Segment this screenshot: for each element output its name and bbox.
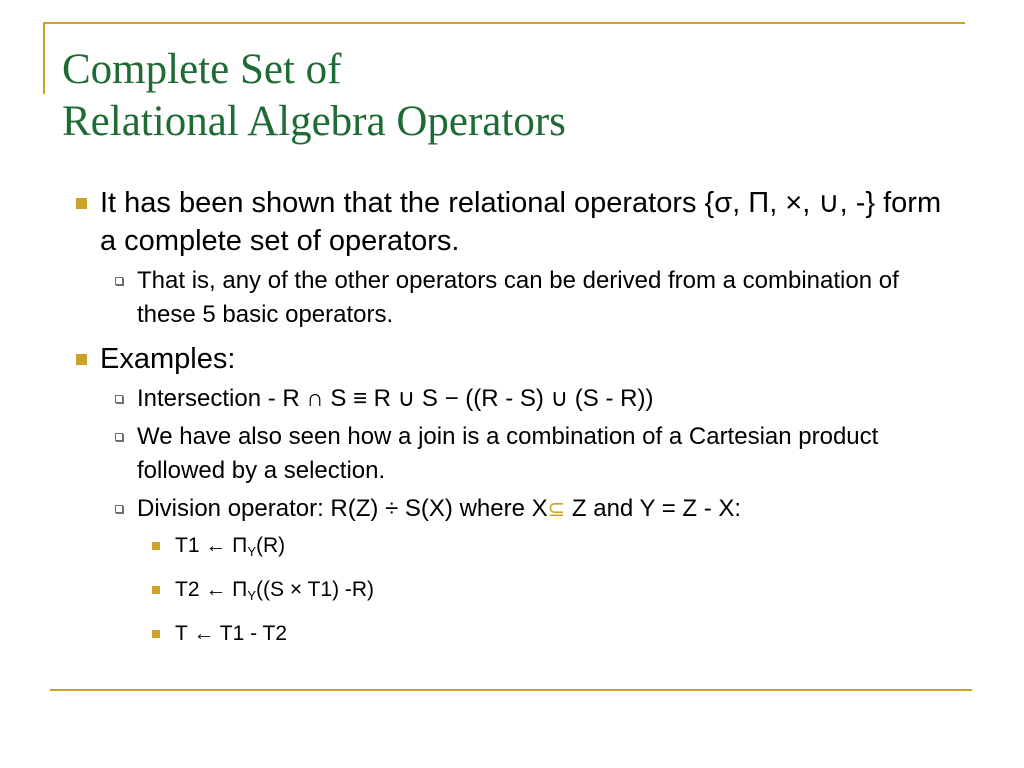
title-line-1: Complete Set of — [62, 46, 342, 93]
hollow-square-bullet-icon — [100, 420, 137, 454]
title-line-2: Relational Algebra Operators — [62, 98, 566, 145]
sub-bullet-intersection — [100, 382, 942, 416]
sub-bullet-text — [137, 492, 942, 527]
sub-bullet-text: We have also seen how a join is a combination of a Cartesian product followed by a selection. — [137, 423, 879, 484]
bullet-examples — [62, 340, 942, 378]
step-text — [175, 615, 942, 659]
step-text — [175, 571, 942, 615]
sub-bullet-text: Intersection - R ∩ S ≡ R ∪ S − ((R - S) ∪ (S - R)) — [137, 385, 654, 412]
hollow-square-bullet-icon — [100, 492, 137, 526]
hollow-square-bullet-icon — [100, 264, 137, 298]
step-suffix: (R) — [256, 534, 286, 557]
division-step — [137, 571, 942, 615]
square-bullet-icon — [62, 340, 100, 378]
left-rule — [43, 22, 45, 94]
sub-bullet-join — [100, 420, 942, 488]
hollow-square-bullet-icon — [100, 382, 137, 416]
division-prefix: Division operator: R(Z) ÷ S(X) where X — [137, 495, 548, 522]
bullet-text: It has been shown that the relational operators {σ, Π, ×, ∪, -} form a complete set of operators. — [100, 187, 942, 257]
sub-bullet-text: That is, any of the other operators can be derived from a combination of these 5 basic operators. — [137, 267, 899, 328]
slide-body — [62, 184, 942, 659]
division-suffix: Z and Y = Z - X: — [565, 495, 742, 522]
square-bullet-icon — [62, 184, 100, 222]
step-prefix: T2 ← Π — [175, 578, 248, 601]
division-step — [137, 615, 942, 659]
bottom-rule — [50, 689, 972, 691]
subset-symbol: ⊆ — [547, 498, 566, 521]
sub-bullet-derivation — [100, 264, 942, 332]
sub-bullet-division — [100, 492, 942, 527]
bullet-text: Examples: — [100, 343, 236, 375]
small-square-bullet-icon — [137, 571, 175, 609]
slide-title — [62, 44, 962, 148]
bullet-completeness — [62, 184, 942, 260]
step-prefix: T1 ← Π — [175, 534, 248, 557]
step-suffix: ((S × T1) -R) — [256, 578, 375, 601]
step-subscript: Y — [247, 588, 257, 603]
small-square-bullet-icon — [137, 615, 175, 653]
top-rule — [43, 22, 965, 24]
step-prefix: T ← T1 - T2 — [175, 622, 288, 645]
division-step — [137, 527, 942, 571]
step-text — [175, 527, 942, 571]
small-square-bullet-icon — [137, 527, 175, 565]
step-subscript: Y — [247, 544, 257, 559]
